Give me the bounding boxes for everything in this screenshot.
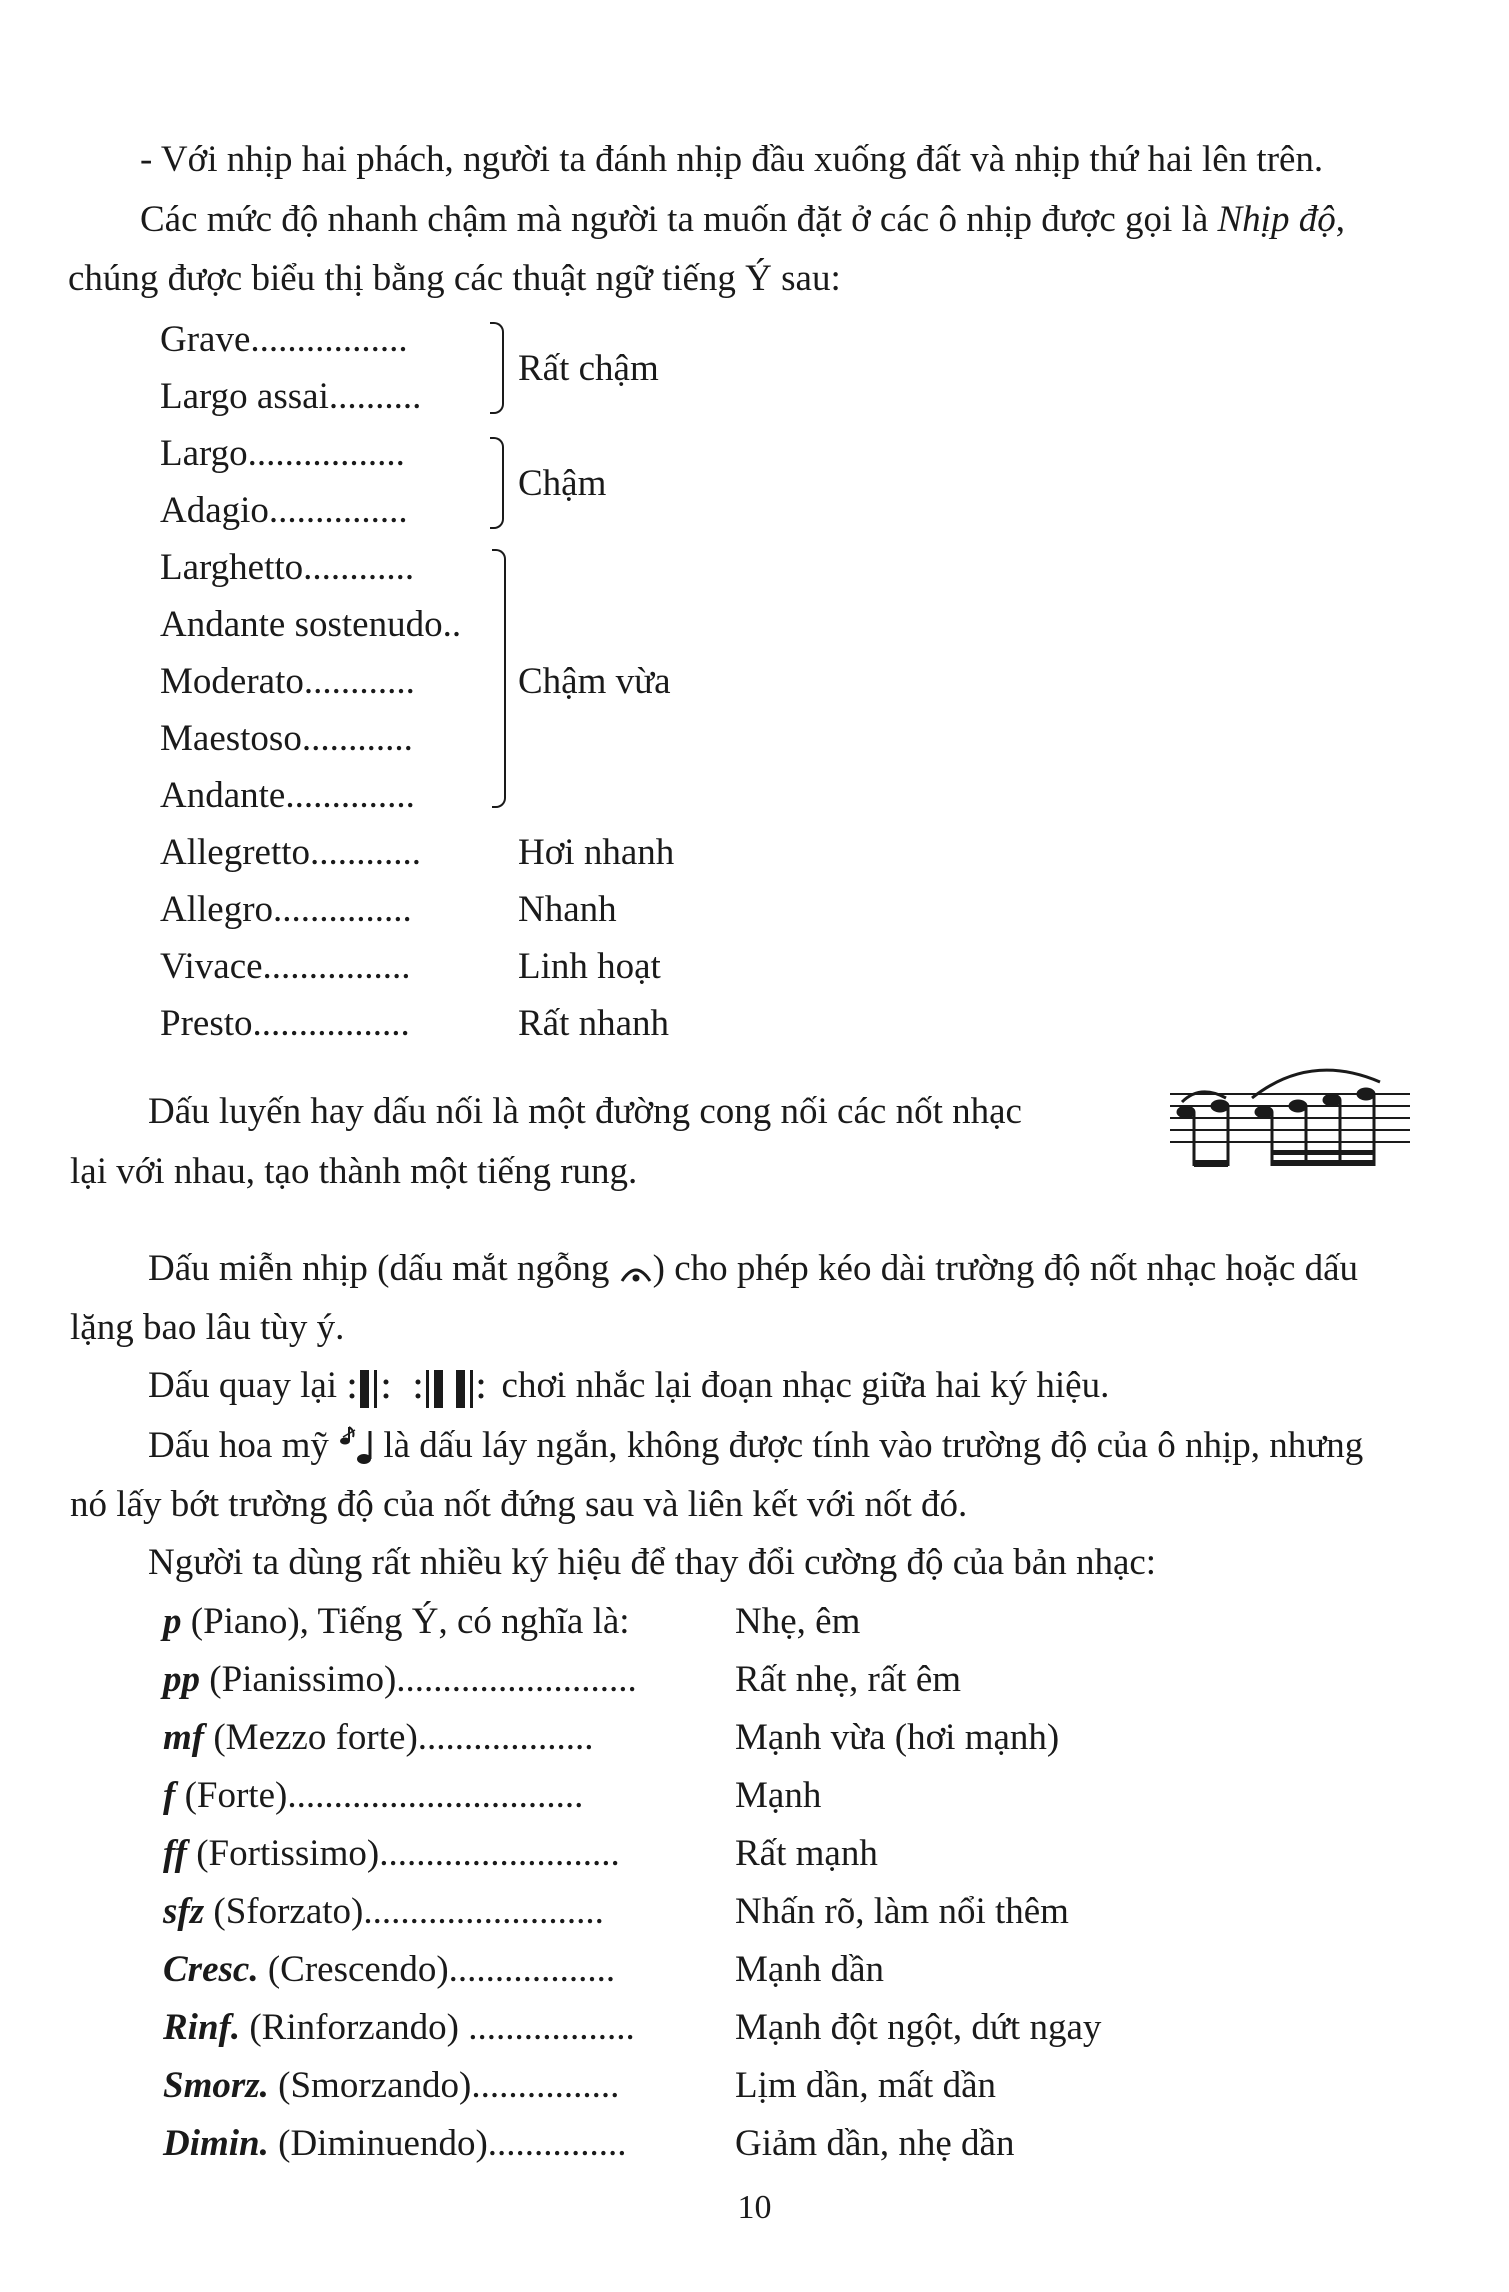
dynamic-symbol: f [163,1775,176,1816]
tempo-name: Grave................. [160,319,408,360]
tempo-group-label: Chậm vừa [518,661,671,702]
dynamic-symbol: Rinf. [163,2007,241,2048]
tied-notes-illustration [1160,1062,1420,1182]
tempo-group-label: Rất chậm [518,348,659,389]
intro-line-2 [140,198,1345,242]
dynamics-intro: Người ta dùng rất nhiều ký hiệu để thay đổi cường độ của bản nhạc: [148,1542,1157,1583]
tempo-name: Larghetto............ [160,547,415,588]
dynamic-term [163,1658,637,1702]
dynamic-term [163,1890,604,1934]
repeat-end-icon [412,1366,492,1412]
dynamic-term [163,2006,635,2050]
tempo-name: Presto................. [160,1003,410,1044]
tempo-meaning: Rất nhanh [518,1003,670,1044]
tie-line-2: lại với nhau, tạo thành một tiếng rung. [70,1151,638,1192]
group-bracket [490,437,504,529]
dynamic-description: (Piano), Tiếng Ý, có nghĩa là: [181,1601,630,1642]
intro-line-1: - Với nhịp hai phách, người ta đánh nhịp đầu xuống đất và nhịp thứ hai lên trên. [140,139,1324,180]
dynamic-term [163,2122,627,2166]
dynamic-symbol: Cresc. [163,1949,259,1990]
tempo-meaning: Nhanh [518,889,617,930]
tempo-group-label: Chậm [518,463,607,504]
dynamic-description: (Forte)................................ [175,1775,584,1816]
group-bracket [492,549,506,808]
tempo-name: Maestoso............ [160,718,413,759]
tempo-name: Andante sostenudo.. [160,604,462,645]
grace-text-a: Dấu hoa mỹ [148,1425,339,1466]
group-bracket [490,322,504,414]
dynamic-description: (Diminuendo)............... [268,2123,627,2164]
tempo-meaning: Hơi nhanh [518,832,675,873]
tempo-name: Adagio............... [160,490,408,531]
tempo-name: Moderato............ [160,661,415,702]
dynamic-description: (Sforzato).......................... [204,1891,604,1932]
dynamic-symbol: pp [163,1659,200,1700]
dynamic-term [163,1716,594,1760]
dynamic-term [163,1832,620,1876]
fermata-text-a: Dấu miễn nhịp (dấu mắt ngỗng [148,1248,619,1289]
grace-text-b: là dấu láy ngắn, không được tính vào trường độ của ô nhịp, nhưng [374,1425,1364,1466]
dynamic-term [163,1948,615,1992]
dynamic-description: (Crescendo).................. [258,1949,616,1990]
dynamic-symbol: Dimin. [163,2123,269,2164]
dynamic-meaning: Rất mạnh [735,1833,878,1874]
dynamic-meaning: Mạnh đột ngột, dứt ngay [735,2007,1102,2048]
dynamic-meaning: Mạnh [735,1775,822,1816]
repeat-line [148,1364,1109,1412]
dynamic-symbol: mf [163,1717,205,1758]
dynamic-term [163,1600,630,1644]
tempo-name: Largo assai.......... [160,376,422,417]
tempo-name: Allegro............... [160,889,412,930]
dynamic-term [163,2064,619,2108]
page-number: 10 [737,2189,772,2226]
dynamic-meaning: Giảm dần, nhẹ dần [735,2123,1015,2164]
dynamic-symbol: ff [163,1833,187,1874]
intro-line-2-text: Các mức độ nhanh chậm mà người ta muốn đặt ở các ô nhịp được gọi là [140,199,1218,240]
dynamic-meaning: Nhẹ, êm [735,1601,861,1642]
tempo-name: Vivace................ [160,946,411,987]
repeat-text-a: Dấu quay lại [148,1365,347,1406]
dynamic-description: (Pianissimo).......................... [200,1659,637,1700]
fermata-line-2: lặng bao lâu tùy ý. [70,1307,345,1348]
dynamic-term [163,1774,583,1818]
dynamic-meaning: Nhấn rõ, làm nổi thêm [735,1891,1069,1932]
tempo-name: Andante.............. [160,775,415,816]
dynamic-meaning: Mạnh vừa (hơi mạnh) [735,1717,1060,1758]
dynamic-meaning: Mạnh dần [735,1949,884,1990]
dynamic-meaning: Rất nhẹ, rất êm [735,1659,962,1700]
fermata-text-b: ) cho phép kéo dài trường độ nốt nhạc hoặc dấu [652,1248,1359,1289]
dynamic-description: (Fortissimo).......................... [186,1833,620,1874]
intro-line-2-comma: , [1335,199,1345,240]
intro-line-3: chúng được biểu thị bằng các thuật ngữ tiếng Ý sau: [68,258,841,299]
tie-line-1: Dấu luyến hay dấu nối là một đường cong nối các nốt nhạc [148,1091,1022,1132]
tempo-name: Largo................. [160,433,405,474]
dynamic-description: (Mezzo forte)................... [204,1717,594,1758]
fermata-line-1 [148,1247,1358,1291]
tempo-meaning: Linh hoạt [518,946,661,987]
fermata-icon [619,1259,653,1285]
repeat-start-icon [346,1366,398,1412]
tempo-name: Allegretto............ [160,832,422,873]
dynamic-symbol: p [163,1601,182,1642]
dynamic-meaning: Lịm dần, mất dần [735,2065,996,2106]
dynamic-description: (Rinforzando) .................. [240,2007,635,2048]
repeat-text-b: chơi nhắc lại đoạn nhạc giữa hai ký hiệu. [492,1365,1110,1406]
dynamic-symbol: Smorz. [163,2065,269,2106]
intro-line-2-emphasis: Nhịp độ [1217,199,1336,240]
grace-line-2: nó lấy bớt trường độ của nốt đứng sau và liên kết với nốt đó. [70,1484,968,1525]
dynamic-symbol: sfz [163,1891,205,1932]
grace-note-icon [338,1425,374,1473]
dynamic-description: (Smorzando)................ [268,2065,620,2106]
grace-line-1 [148,1424,1363,1473]
